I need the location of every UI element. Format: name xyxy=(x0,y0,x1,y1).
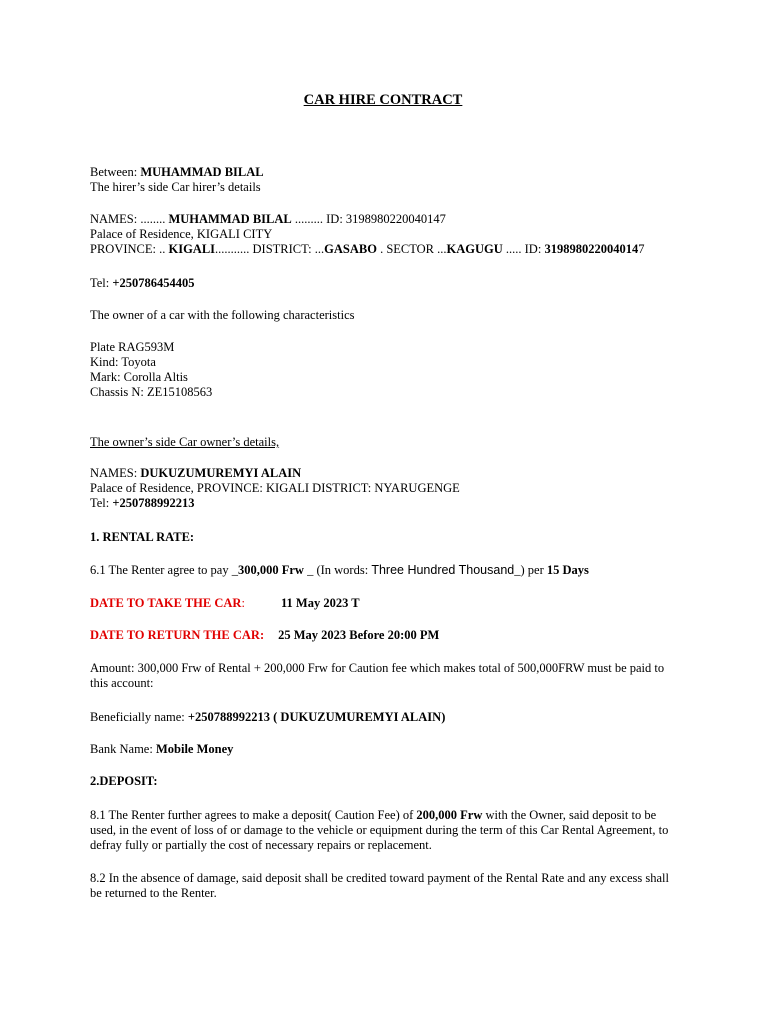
bank-line: Bank Name: Mobile Money xyxy=(90,742,234,756)
deposit-heading: 2.DEPOSIT: xyxy=(90,774,158,788)
hirer-details xyxy=(90,212,698,257)
owner-names-line: NAMES: DUKUZUMUREMYI ALAIN xyxy=(90,466,302,480)
hirer-residence: Palace of Residence, KIGALI CITY xyxy=(90,227,273,241)
deposit-clause-1-line-2: used, in the event of loss of or damage to the vehicle or equipment during the term of this Car Rental Agreement, to xyxy=(90,823,669,837)
owner-tel-line: Tel: +250788992213 xyxy=(90,496,195,510)
car-kind: Kind: Toyota xyxy=(90,355,156,369)
deposit-clause-1-line-3: defray fully or partially the cost of necessary repairs or replacement. xyxy=(90,838,432,852)
car-characteristics xyxy=(90,340,698,400)
hirer-tel: Tel: +250786454405 xyxy=(90,276,195,290)
owner-heading: The owner’s side Car owner’s details, xyxy=(90,435,280,449)
owner-residence: Palace of Residence, PROVINCE: KIGALI DISTRICT: NYARUGENGE xyxy=(90,481,460,495)
beneficiary-line: Beneficially name: +250788992213 ( DUKUZUMUREMYI ALAIN) xyxy=(90,710,446,724)
amount-paragraph xyxy=(90,661,698,691)
hirer-heading: The hirer’s side Car hirer’s details xyxy=(90,180,261,194)
between-section xyxy=(90,165,698,195)
deposit-clause-2-line-1: 8.2 In the absence of damage, said deposit shall be credited toward payment of the Rental Rate and any excess shall xyxy=(90,871,669,885)
rental-clause: 6.1 The Renter agree to pay _300,000 Frw _ (In words: Three Hundred Thousand_) per 15 Days xyxy=(90,563,589,577)
return-date-line: DATE TO RETURN THE CAR: 25 May 2023 Before 20:00 PM xyxy=(90,628,440,642)
take-date-line: DATE TO TAKE THE CAR: 11 May 2023 T xyxy=(90,596,360,610)
amount-line-2: this account: xyxy=(90,676,154,690)
deposit-clause-2-line-2: be returned to the Renter. xyxy=(90,886,217,900)
car-mark: Mark: Corolla Altis xyxy=(90,370,188,384)
between-line: Between: MUHAMMAD BILAL xyxy=(90,165,264,179)
deposit-clause-1-line-1: 8.1 The Renter further agrees to make a deposit( Caution Fee) of 200,000 Frw with the Owner, said deposit to be xyxy=(90,808,657,822)
deposit-clause-1 xyxy=(90,808,698,853)
document-title: CAR HIRE CONTRACT xyxy=(303,92,463,108)
owner-details xyxy=(90,466,698,511)
car-plate: Plate RAG593M xyxy=(90,340,175,354)
rental-rate-heading: 1. RENTAL RATE: xyxy=(90,530,195,544)
amount-line-1: Amount: 300,000 Frw of Rental + 200,000 Frw for Caution fee which makes total of 500,000FRW must be paid to xyxy=(90,661,665,675)
deposit-clause-2 xyxy=(90,871,698,901)
hirer-names-line: NAMES: ........ MUHAMMAD BILAL ......... ID: 3198980220040147 xyxy=(90,212,446,226)
car-chassis: Chassis N: ZE15108563 xyxy=(90,385,213,399)
owner-intro: The owner of a car with the following characteristics xyxy=(90,308,355,322)
hirer-province-line: PROVINCE: .. KIGALI........... DISTRICT: ...GASABO . SECTOR ...KAGUGU ..... ID: 3198980220040147 xyxy=(90,242,645,256)
